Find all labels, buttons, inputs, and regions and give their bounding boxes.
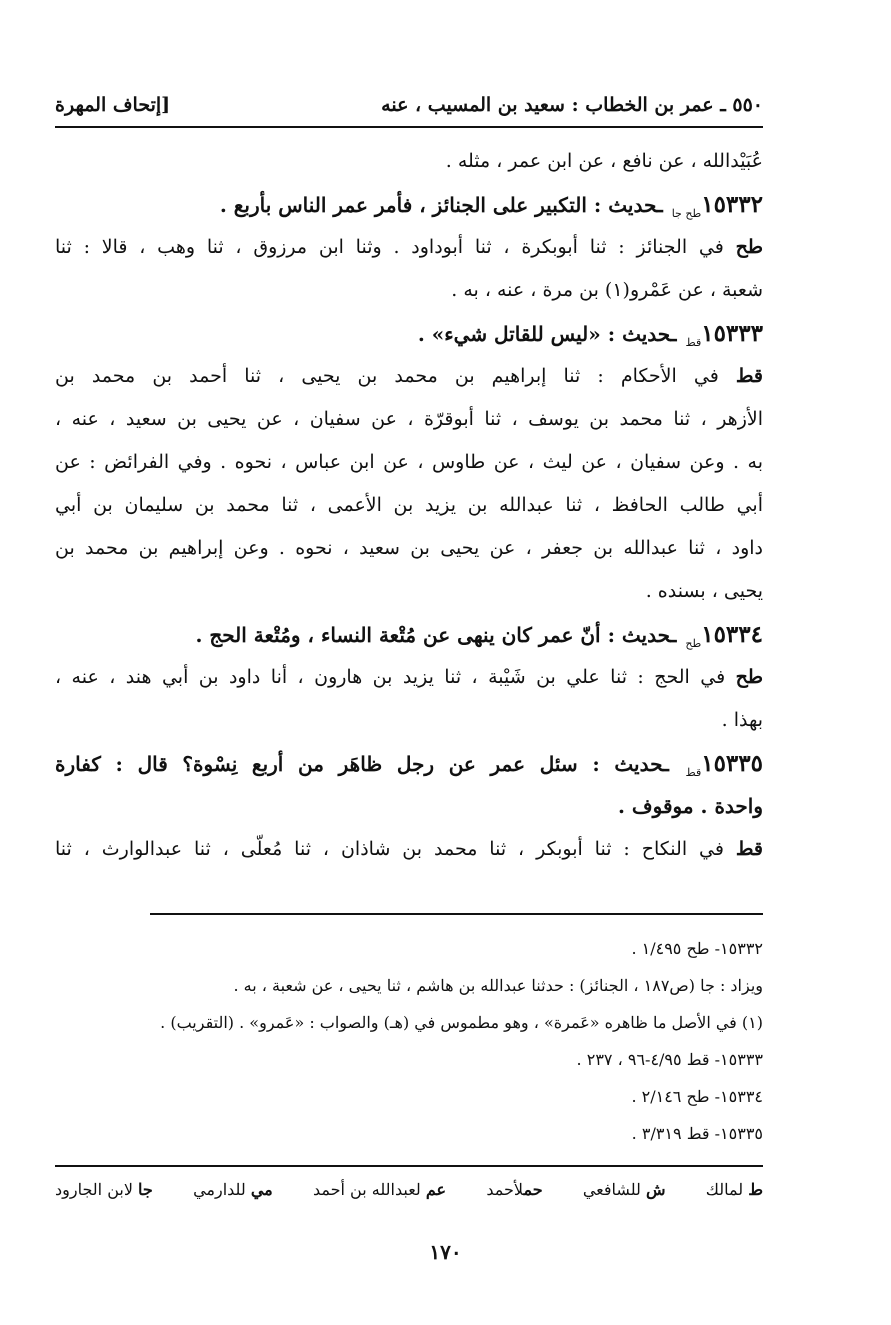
text-line: طح في الحج : ثنا علي بن شَيْبة ، ثنا يزيد بن هارون ، أنا داود بن أبي هند ، عنه ، xyxy=(55,666,763,688)
source-sigla: طح xyxy=(685,637,702,650)
sigla-legend xyxy=(55,1180,763,1212)
page-header xyxy=(55,76,763,116)
sigla-item: ط لمالك xyxy=(705,1180,763,1199)
book-title: [إتحاف المهرة xyxy=(55,94,171,116)
source-sigla: قط xyxy=(685,766,702,779)
sigla-item: عم لعبدالله بن أحمد xyxy=(312,1180,447,1199)
text-line: الأزهر ، ثنا محمد بن يوسف ، ثنا أبوقرّة ، عن سفيان ، عن يحيى بن سعيد ، عنه ، xyxy=(55,408,763,430)
text-line: يحيى ، بسنده . xyxy=(645,580,763,602)
page-number: ١٧٠ xyxy=(429,1240,462,1264)
sigla-item: مي للدارمي xyxy=(193,1180,273,1199)
text-line: قط في النكاح : ثنا أبوبكر ، ثنا محمد بن شاذان ، ثنا مُعلّى ، ثنا عبدالوارث ، ثنا xyxy=(55,838,763,860)
text-line: قط في الأحكام : ثنا إبراهيم بن محمد بن يحيى ، ثنا أحمد بن محمد بن xyxy=(55,365,763,387)
text-line: داود ، ثنا عبدالله بن جعفر ، عن يحيى بن سعيد ، نحوه . وعن إبراهيم بن محمد بن xyxy=(55,537,763,559)
sigla-item: ش للشافعي xyxy=(582,1180,666,1199)
hadith-heading: $١٥٣٣٤_{طح}$ ـحديث : أنّ عمر كان ينهى عن مُتْعة النساء ، ومُتْعة الحج . xyxy=(195,621,763,650)
main-text xyxy=(55,140,763,871)
footnote: ويزاد : جا (ص١٨٧ ، الجنائز) : حدثنا عبدالله بن هاشم ، ثنا يحيى ، عن شعبة ، به . xyxy=(233,976,763,995)
source-sigla: قط xyxy=(685,336,702,349)
text-line: عُبَيْدالله ، عن نافع ، عن ابن عمر ، مثله . xyxy=(445,150,763,172)
sigla-rule xyxy=(55,1165,763,1167)
footnote: (١) في الأصل ما ظاهره «عَمرة» ، وهو مطموس في (هـ) والصواب : «عَمرو» . (التقريب) . xyxy=(160,1013,763,1032)
hadith-heading: $١٥٣٣٣_{قط}$ ـحديث : «ليس للقاتل شيء» . xyxy=(417,320,763,349)
hadith-heading: $١٥٣٣٥_{قط}$ ـحديث : سئل عمر عن رجل ظاهَر من أربع نِسْوة؟ قال : كفارة xyxy=(55,750,763,779)
footnote: ١٥٣٣٥- قط ٣/٣١٩ . xyxy=(631,1124,763,1143)
running-title: ٥٥٠ ـ عمر بن الخطاب : سعيد بن المسيب ، عنه xyxy=(381,94,763,116)
sigla-item: حملأحمد xyxy=(486,1180,543,1199)
text-line: شعبة ، عن عَمْرو(١) بن مرة ، عنه ، به . xyxy=(451,279,763,301)
text-line: واحدة . موقوف . xyxy=(617,794,763,818)
header-rule xyxy=(55,126,763,128)
footnotes xyxy=(150,930,763,1152)
text-line: أبي طالب الحافظ ، ثنا عبدالله بن يزيد بن الأعمى ، ثنا محمد بن سليمان بن أبي xyxy=(55,494,763,516)
text-line: به . وعن سفيان ، عن ليث ، عن طاوس ، عن ابن عباس ، نحوه . وفي الفرائض : عن xyxy=(55,451,763,473)
text-line: بهذا . xyxy=(721,709,763,731)
hadith-number: ١٥٣٣٥ xyxy=(701,750,763,777)
hadith-number: ١٥٣٣٢ xyxy=(701,191,763,218)
footnote: ١٥٣٣٢- طح ١/٤٩٥ . xyxy=(631,939,763,958)
hadith-number: ١٥٣٣٣ xyxy=(701,320,763,347)
sigla-item: جا لابن الجارود xyxy=(55,1180,153,1199)
footnote-rule xyxy=(150,913,763,915)
hadith-heading: $١٥٣٣٢_{طح جا}$ ـحديث : التكبير على الجنائز ، فأمر عمر الناس بأربع . xyxy=(219,191,763,220)
source-sigla: طح جا xyxy=(671,207,702,220)
hadith-number: ١٥٣٣٤ xyxy=(701,621,763,648)
footnote: ١٥٣٣٤- طح ٢/١٤٦ . xyxy=(631,1087,763,1106)
text-line: طح في الجنائز : ثنا أبوبكرة ، ثنا أبوداود . وثنا ابن مرزوق ، ثنا وهب ، قالا : ثنا xyxy=(55,236,763,258)
footnote: ١٥٣٣٣- قط ٤/٩٥-٩٦ ، ٢٣٧ . xyxy=(576,1050,763,1069)
